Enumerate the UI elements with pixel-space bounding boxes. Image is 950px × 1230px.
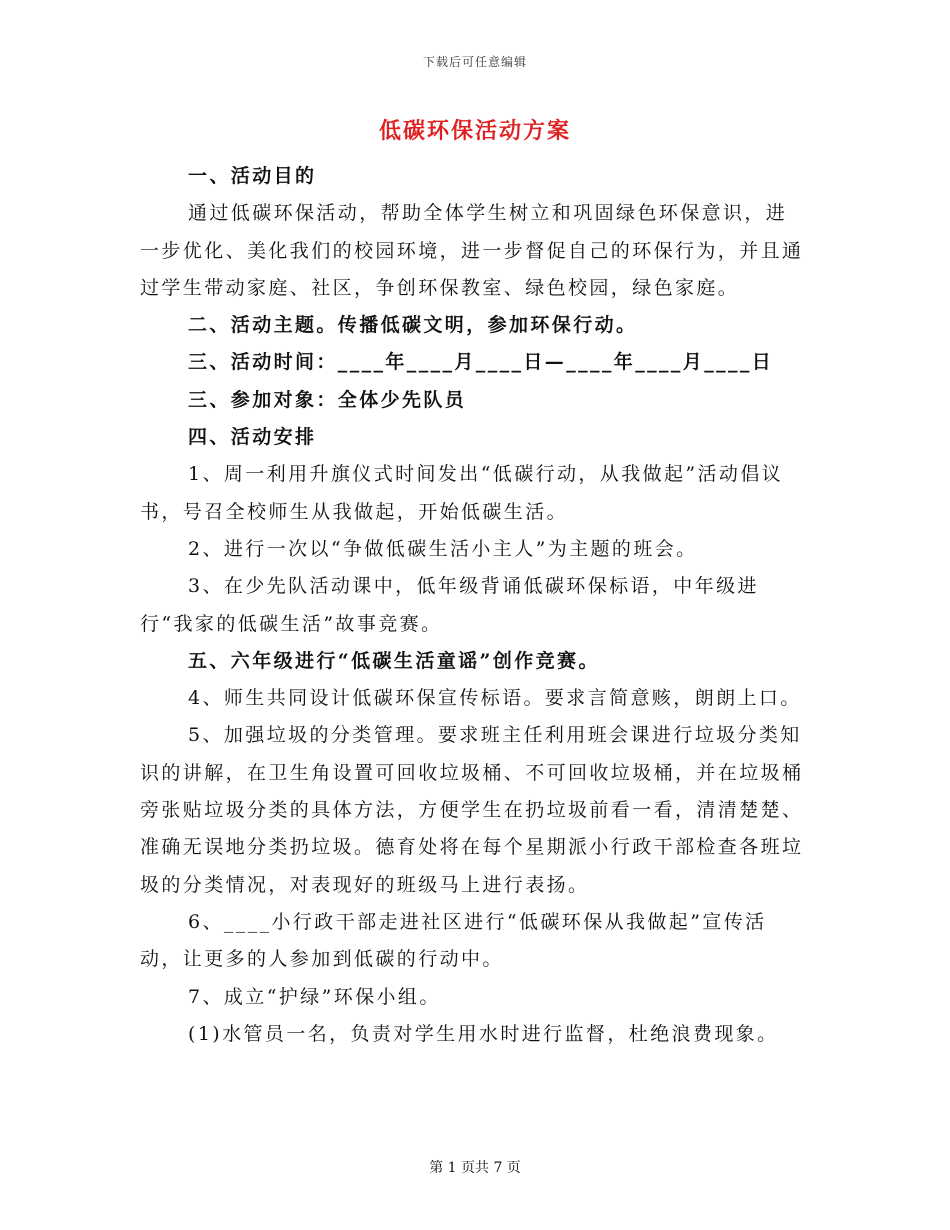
page-footer: 第 1 页共 7 页 (429, 1160, 521, 1176)
page-header: 下载后可任意编辑 (422, 55, 527, 69)
paragraph: 二、活动主题。传播低碳文明，参加环保行动。 (188, 314, 638, 337)
paragraph: 一、活动目的 (188, 165, 317, 187)
paragraph: 三、参加对象：全体少先队员 (188, 388, 467, 411)
paragraph: 四、活动安排 (188, 426, 317, 449)
paragraph: 1、周一利用升旗仪式时间发出“低碳行动，从我做起”活动倡议书，号召全校师生从我做起，开始低碳生活。 (140, 463, 784, 523)
paragraph: 5、加强垃圾的分类管理。要求班主任利用班会课进行垃圾分类知识的讲解，在卫生角设置可回收垃圾桶、不可回收垃圾桶，并在垃圾桶旁张贴垃圾分类的具体方法，方便学生在扔垃圾前看一看，清清楚楚、准确无误地分类扔垃圾。德育处将在每个星期派小行政干部检查各班垃圾的分类情况，对表现好的班级马上进行表扬。 (140, 724, 804, 896)
paragraph: 7、成立“护绿”环保小组。 (188, 985, 441, 1008)
paragraph: 4、师生共同设计低碳环保宣传标语。要求言简意赅，朗朗上口。 (188, 687, 802, 710)
paragraph: 6、____小行政干部走进社区进行“低碳环保从我做起”宣传活动，让更多的人参加到低碳的行动中。 (140, 910, 767, 971)
paragraph: 三、活动时间：____年____月____日—____年____月____日 (188, 351, 774, 374)
paragraph: 通过低碳环保活动，帮助全体学生树立和巩固绿色环保意识，进一步优化、美化我们的校园环境，进一步督促自己的环保行为，并且通过学生带动家庭、社区，争创环保教室、绿色校园，绿色家庭。 (140, 202, 804, 299)
paragraph: 3、在少先队活动课中，低年级背诵低碳环保标语，中年级进行“我家的低碳生活”故事竞赛。 (140, 575, 759, 635)
document-title: 低碳环保活动方案 (378, 118, 571, 144)
paragraph: 2、进行一次以“争做低碳生活小主人”为主题的班会。 (188, 537, 698, 560)
document-body (140, 158, 805, 1053)
paragraph: (1)水管员一名，负责对学生用水时进行监督，杜绝浪费现象。 (188, 1022, 779, 1045)
paragraph: 五、六年级进行“低碳生活童谣”创作竞赛。 (188, 649, 600, 672)
